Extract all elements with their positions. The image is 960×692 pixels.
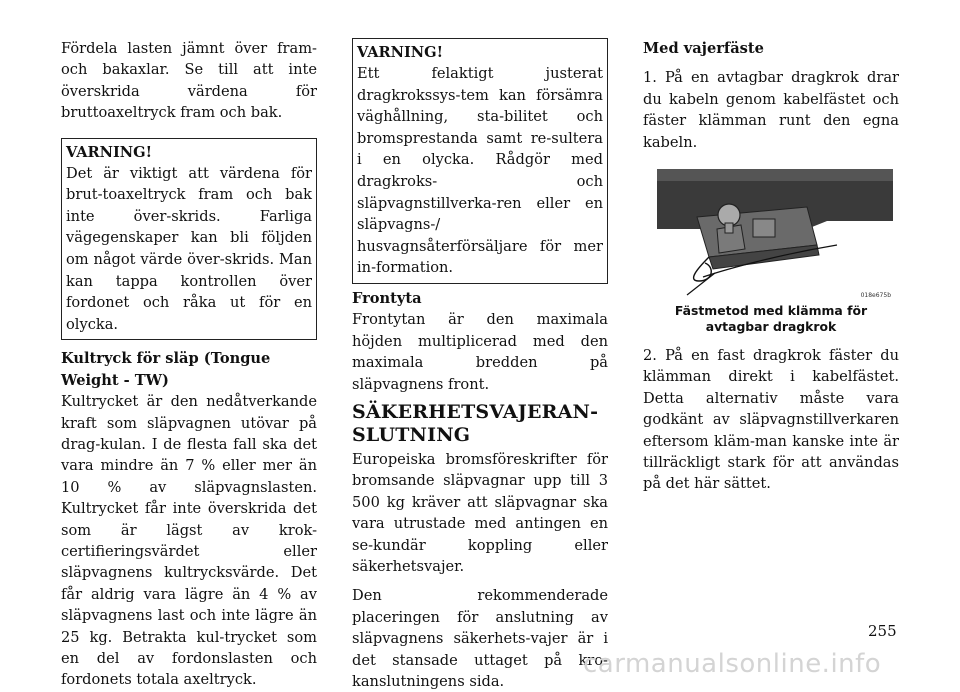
step-2: 2. På en fast dragkrok fäster du klämman direkt i kabelfästet. Detta alternativ måste vara godkänt av släpvagnstillverkaren eftersom kläm-man kanske inte är tillräckligt stark för att användas på det här sättet.: [643, 347, 899, 493]
tow-hook-illustration: [657, 159, 893, 301]
safety-cable-paragraph-1: Europeiska bromsföreskrifter för bromsande släpvagnar upp till 3 500 kg kräver att släpvagnar ska vara utrustade med antingen en se-kundär koppling eller säkerhetsvajer.: [352, 450, 608, 575]
column-3: [643, 38, 899, 495]
figure-caption: Fästmetod med klämma för avtagbar dragkrok: [674, 303, 868, 335]
section-title: SÄKERHETSVAJERAN-SLUTNING: [352, 400, 599, 446]
warning-body: Det är viktigt att värdena för brut-toaxeltryck fram och bak inte över-skrids. Farliga vägegenskaper kan bli följden om något värde över-skrids. Man kan tappa kontrollen över fordonet och råka ut för en olycka.: [66, 164, 312, 333]
cable-bracket-heading: Med vajerfäste: [643, 40, 764, 57]
page-number: 255: [868, 622, 897, 640]
watermark: carmanualsonline.info: [583, 649, 882, 679]
column-1: [61, 38, 317, 691]
warning-title: VARNING!: [66, 143, 153, 161]
step-1: 1. På en avtagbar dragkrok drar du kabeln genom kabelfästet och fäster klämman runt den egna kabeln.: [643, 69, 899, 151]
column-2: [352, 38, 608, 692]
tow-hook-figure: [657, 159, 893, 301]
frontyta-heading: Frontyta: [352, 289, 422, 307]
frontyta-body: Frontytan är den maximala höjden multiplicerad med den maximala bredden på släpvagnens front.: [352, 311, 608, 393]
warning-body: Ett felaktigt justerat dragkrokssys-tem kan försämra väghållning, sta-bilitet och bromsprestanda samt re-sultera i en olycka. Rådgör med dragkroks- och släpvagnstillverka-ren eller en släpvagns-/ husvagnsåterförsäljare för mer in-formation.: [357, 65, 603, 277]
intro-paragraph: Fördela lasten jämnt över fram- och bakaxlar. Se till att inte överskrida värdena för bruttoaxeltryck fram och bak.: [61, 40, 317, 122]
safety-cable-paragraph-2: Den rekommenderade placeringen för anslutning av släpvagnens säkerhets-vajer är i det stansade uttaget på kro-kanslutningens sida.: [352, 587, 608, 691]
warning-title: VARNING!: [357, 44, 444, 61]
warning-box-2: [352, 38, 608, 284]
figure-code: 018e675b: [860, 292, 891, 300]
tongue-weight-heading: Kultryck för släp (Tongue Weight - TW): [61, 350, 271, 389]
tongue-weight-body: Kultrycket är den nedåtverkande kraft som släpvagnen utövar på drag-kulan. I de flesta fall ska det vara mindre än 7 % eller mer än 10 % av släpvagnslasten. Kultrycket får inte överskrida det som är lägst av krok-certifieringsvärdet eller släpvagnens kultrycksvärde. Det får aldrig vara lägre än 4 % av släpvagnens last och inte lägre än 25 kg. Betrakta kul-trycket som en del av fordonslasten och fordonets totala axeltryck.: [61, 393, 317, 689]
warning-box-1: [61, 138, 317, 341]
